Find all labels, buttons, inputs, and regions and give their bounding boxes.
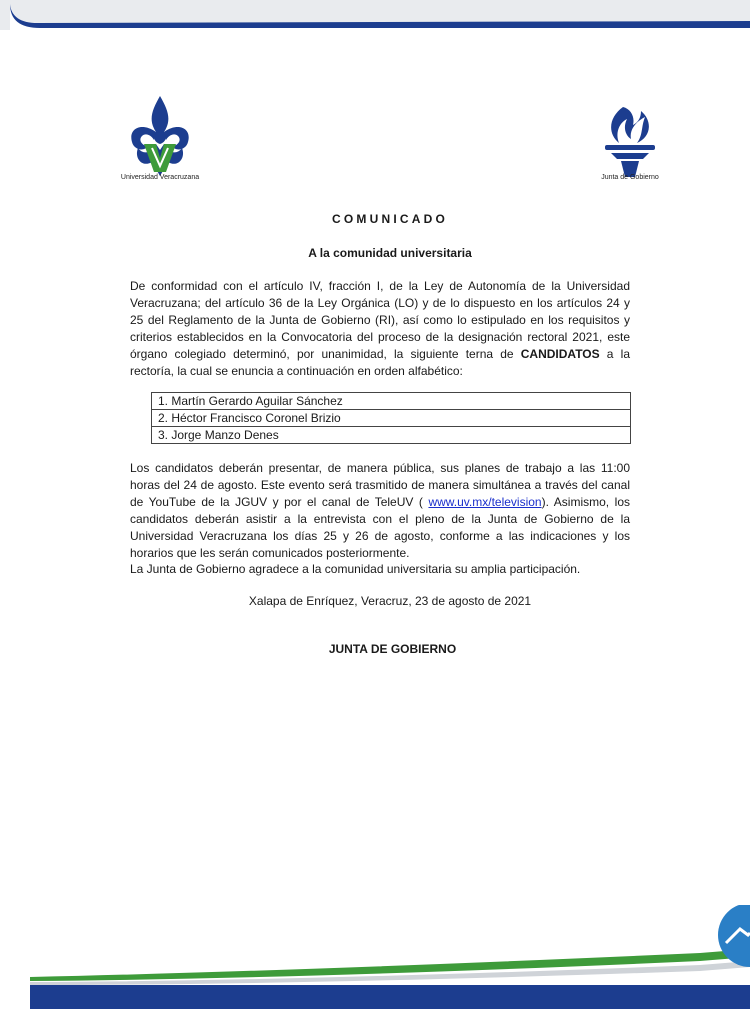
signature: JUNTA DE GOBIERNO — [328, 642, 457, 656]
place-and-date: Xalapa de Enríquez, Veracruz, 23 de agosto de 2021 — [248, 594, 532, 608]
top-decorative-bar — [0, 0, 750, 30]
left-logo-caption: Universidad Veracruzana — [120, 174, 200, 181]
document-subtitle: A la comunidad universitaria — [308, 246, 472, 260]
candidates-table — [151, 392, 631, 444]
document-title: COMUNICADO — [332, 212, 448, 226]
intro-text-bold: CANDIDATOS — [520, 347, 600, 361]
teleuv-link[interactable]: www.uv.mx/television — [428, 495, 542, 509]
bottom-decorative-band — [0, 905, 750, 1015]
candidate-cell: 1. Martín Gerardo Aguilar Sánchez — [152, 393, 631, 410]
table-row — [152, 427, 631, 444]
candidate-cell: 2. Héctor Francisco Coronel Brizio — [152, 410, 631, 427]
table-row — [152, 410, 631, 427]
schedule-text-end: ). Asimismo, los candidatos deberán asistir a la entrevista con el pleno de la Junta de Gobierno de la Universidad Veracruzana los días 25 y 26 de agosto, conforme a las indicaciones y los horarios que les serán comunicados posteriormente. — [130, 495, 631, 560]
schedule-paragraph — [130, 460, 630, 562]
intro-text-start: De conformidad con el artículo IV, fracción I, de la Ley de Autonomía de la Universidad Veracruzana; del artículo 36 de la Ley Orgánica (LO) y de lo dispuesto en los artículos 24 y 25 del Reglamento de la Junta de Gobierno (RI), así como lo estipulado en los requisitos y criterios establecidos en la Convocatoria del proceso de la designación rectoral 2021, este órgano colegiado determinó, por unanimidad, la siguiente terna de — [130, 279, 630, 361]
thanks-paragraph: La Junta de Gobierno agradece a la comunidad universitaria su amplia participación. — [130, 562, 581, 576]
universidad-veracruzana-logo — [112, 92, 208, 187]
table-row — [152, 393, 631, 410]
intro-paragraph — [130, 278, 630, 380]
candidate-cell: 3. Jorge Manzo Denes — [152, 427, 631, 444]
right-logo-caption: Junta de Gobierno — [601, 174, 659, 181]
schedule-text-start: Los candidatos deberán presentar, de manera pública, sus planes de trabajo a las 11:00 horas del 24 de agosto. Este evento será trasmitido de manera simultánea a través del canal de YouTube de la JGUV y por el canal de TeleUV ( — [130, 461, 630, 509]
intro-text-end: a la rectoría, la cual se enuncia a continuación en orden alfabético: — [130, 347, 630, 378]
